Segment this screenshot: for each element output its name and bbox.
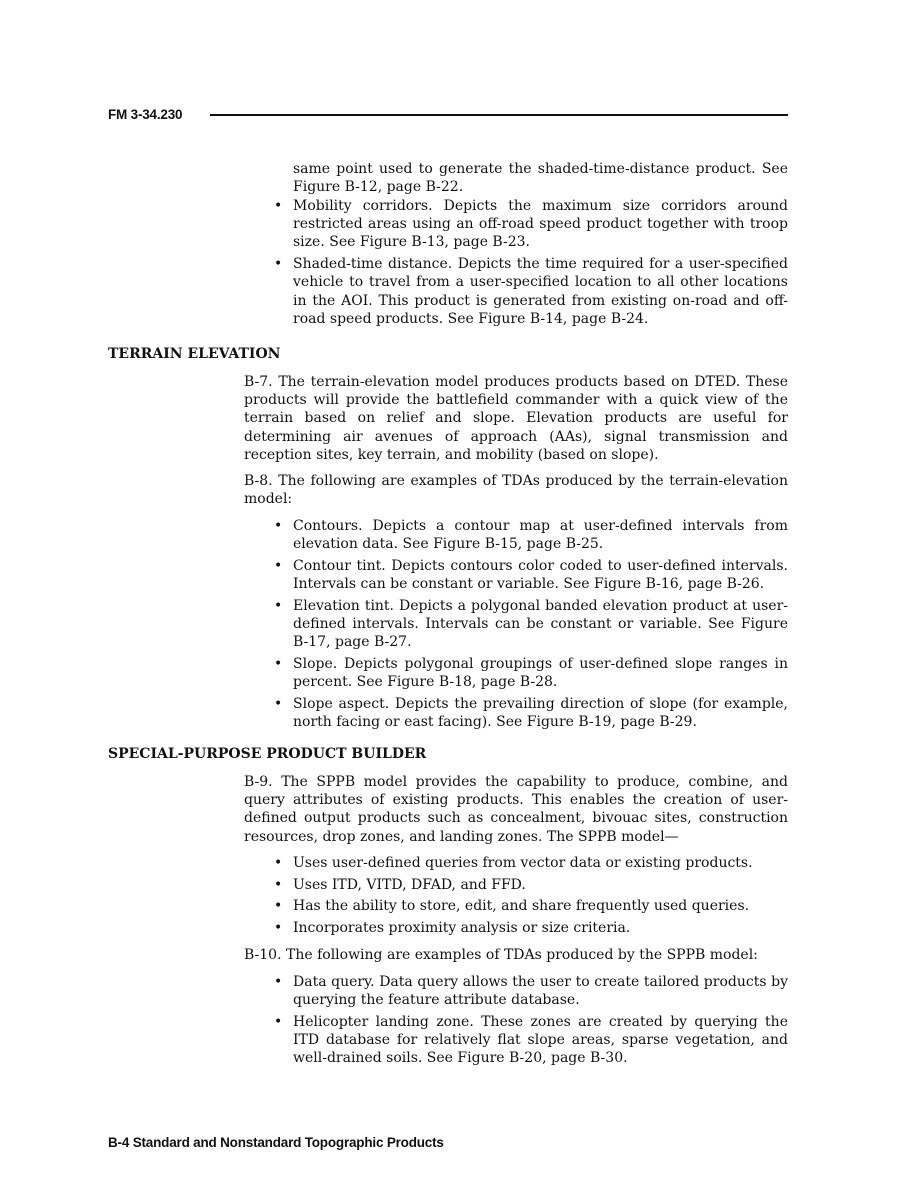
list-item: • Slope. Depicts polygonal groupings of user-defined slope ranges in percent. See Figure B-18, page B-28. [274,655,788,691]
paragraph-b7: B-7. The terrain-elevation model produces products based on DTED. These products will provide the battlefield commander with a quick view of the terrain based on relief and slope. Elevation products are useful for determining air avenues of approach (AAs), signal transmission and reception sites, key terrain, and mobility (based on slope). [244,374,788,463]
list-item: • Incorporates proximity analysis or size criteria. [274,920,631,937]
bullet-icon: • [274,655,283,672]
paragraph-b8: B-8. The following are examples of TDAs produced by the terrain-elevation model: [244,473,788,508]
bullet-icon: • [274,876,283,893]
list-item: • Uses ITD, VITD, DFAD, and FFD. [274,876,526,893]
list-item: • Elevation tint. Depicts a polygonal banded elevation product at user-defined intervals. Intervals can be constant or variable. See Figure B-17, page B-27. [274,597,788,651]
bullet-icon: • [274,557,283,574]
bullet-icon: • [274,855,283,871]
list-item: • Slope aspect. Depicts the prevailing direction of slope (for example, north facing or east facing). See Figure B-19, page B-29. [274,695,788,731]
list-item: • Contour tint. Depicts contours color coded to user-defined intervals. Intervals can be constant or variable. See Figure B-16, page B-26. [274,557,788,593]
list-item: • Has the ability to store, edit, and share frequently used queries. [274,898,750,915]
list-item: • Contours. Depicts a contour map at user-defined intervals from elevation data. See Figure B-15, page B-25. [274,518,788,553]
bullet-icon: • [274,1013,283,1030]
manual-number: FM 3-34.230 [108,106,183,122]
page-header [108,104,788,124]
list-item: • Data query. Data query allows the user to create tailored products by querying the feature attribute database. [274,974,788,1009]
bullet-icon: • [274,695,283,712]
bullet-list-sppb-model [269,854,788,941]
bullet-icon: • [274,898,283,915]
bullet-icon: • [274,518,283,534]
bullet-list-terrain [269,517,788,735]
section-heading-sppb: SPECIAL-PURPOSE PRODUCT BUILDER [108,746,427,762]
paragraph-b10: B-10. The following are examples of TDAs produced by the SPPB model: [244,947,758,963]
header-rule [210,114,788,116]
list-item: • Shaded-time distance. Depicts the time required for a user-specified vehicle to travel from a user-specified location to all other locations in the AOI. This product is generated from existing on-road and off-road speed products. See Figure B-14, page B-24. [274,256,788,327]
list-item: • Helicopter landing zone. These zones are created by querying the ITD database for relatively flat slope areas, sparse vegetation, and well-drained soils. See Figure B-20, page B-30. [274,1013,788,1067]
bullet-icon: • [274,597,283,614]
list-item: • Mobility corridors. Depicts the maximum size corridors around restricted areas using an off-road speed product together with troop size. See Figure B-13, page B-23. [274,198,788,251]
continuation-text: same point used to generate the shaded-time-distance product. See Figure B-12, page B-22. [293,161,788,196]
bullet-icon: • [274,920,283,937]
list-item: • Uses user-defined queries from vector data or existing products. [274,855,753,871]
paragraph-b9: B-9. The SPPB model provides the capability to produce, combine, and query attributes of existing products. This enables the creation of user-defined output products such as concealment, bivouac sites, construction resources, drop zones, and landing zones. The SPPB model— [244,774,788,845]
bullet-list-top [269,197,788,331]
page-footer: B-4 Standard and Nonstandard Topographic Products [108,1135,444,1150]
section-heading-terrain: TERRAIN ELEVATION [108,346,281,362]
bullet-icon: • [274,198,283,214]
bullet-icon: • [274,974,283,990]
bullet-icon: • [274,256,283,273]
bullet-list-sppb-examples [269,973,788,1071]
